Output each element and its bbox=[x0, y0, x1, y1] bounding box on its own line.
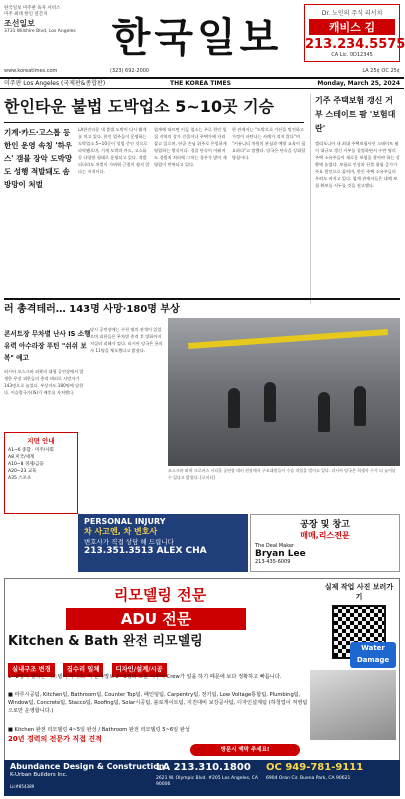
ad-headline: 리모델링 전문 bbox=[113, 586, 207, 604]
visit-badge: 방문시 액막 주세요! bbox=[190, 744, 300, 756]
side-body: 캘리포니아 내 최대 주택보험사인 스테이트 팜이 대규모 갱신 거부를 결정하면서 수만 명의 주택 소유주들이 새로운 보험을 찾아야 하는 상황에 놓였다. 보험료 인상과 산불 위험 증가가 주요 원인으로 꼽히며, 한인 주택 소유주들의 우려도 커지고 있다. 업계 관계자들은 대체 보험 확보를 서두를 것을 권고했다. bbox=[315, 141, 400, 188]
masthead-ad-tagline: Dr. 노인의 주식 리서치 bbox=[321, 10, 383, 17]
water-damage-badge: Water Damage bbox=[350, 642, 396, 668]
lead-headline[interactable]: 한인타운 불법 도박업소 5~10곳 기승 bbox=[4, 97, 275, 116]
news-photo[interactable] bbox=[168, 318, 400, 466]
masthead-left-info bbox=[4, 6, 96, 35]
personal-injury-ad[interactable] bbox=[78, 514, 248, 572]
oc-phone[interactable]: OC 949-781-9111 bbox=[266, 762, 364, 773]
section2-subheadline: 콘서트장 무차별 난사 IS 소행 유력 아수라장 푸틴 "쉬쉬 보복" 예고 bbox=[4, 330, 91, 362]
ad-line: ■ Kitchen 완전 리모델링 4~5일 완성 / Bathroom 완전 리모델링 5~6일 완성 bbox=[8, 727, 190, 733]
price-info: LA 25¢ OC 25¢ bbox=[362, 68, 400, 74]
ad-title: 공장 및 창고 bbox=[300, 520, 350, 530]
kitchen-photo bbox=[310, 670, 396, 740]
index-item[interactable]: A35 스포츠 bbox=[8, 476, 32, 481]
brand-label: THE KOREA TIMES bbox=[170, 80, 231, 87]
service-pill: 집수리 일체 bbox=[63, 663, 104, 677]
issue-date: Monday, March 25, 2024 bbox=[317, 80, 400, 87]
la-address: 2621 W. Olympic Blvd. #205 Los Angeles, CA 90006 bbox=[156, 776, 258, 787]
section2-column-1: 러시아 모스크바 외곽의 대형 공연장에서 발생한 무장 괴한들의 총격 테러로 사망자가 143명으로 늘었다. 부상자도 180명에 달한다. 이슬람국가(IS)가 배후를 자처했다. bbox=[4, 369, 84, 395]
person-figure bbox=[264, 382, 276, 422]
company-name-2: K-Urban Builders Inc. bbox=[10, 772, 68, 778]
masthead-line: 미주 최대 한인 일간지 bbox=[4, 12, 48, 17]
service-pill: 실내구조 변경 bbox=[8, 663, 55, 677]
index-item[interactable]: A10~8 경제/금융 bbox=[8, 462, 44, 467]
license-number: Lic#854389 bbox=[10, 784, 35, 789]
lead-column-1: LA한인타운 내 불법 도박이 다시 활개를 치고 있다. 한인 업주들이 운영하는 도박업소 5~10곳이 성업 중인 것으로 파악됐으며, 기계 도박과 카드, 고스톱 등 다양한 형태로 운영되고 있다. 적발되더라도 처벌이 가벼워 근절이 쉽지 않다는 지적이다. bbox=[78, 127, 150, 174]
photo-caption: 모스크바 외곽 크로커스 시티홀 공연장 테러 현장에서 구조대원들이 수습 작업을 벌이고 있다. 러시아 당국은 희생자 수가 더 늘어날 수 있다고 밝혔다. [로이터] bbox=[168, 468, 396, 480]
ad-phone: 213-435-6009 bbox=[255, 559, 291, 565]
service-pills bbox=[8, 656, 308, 673]
ad-desc: 변호사가 직접 상담 해 드립니다 bbox=[84, 538, 174, 546]
section2-column-2: 당시 공연장에는 수천 명의 관객이 있었으며 괴한들은 무차별 총격 후 방화까지 저질러 피해가 컸다. 러시아 당국은 용의자 11명을 체포했다고 밝혔다. bbox=[90, 327, 163, 353]
edition-bar bbox=[0, 77, 404, 89]
police-tape bbox=[188, 329, 388, 349]
masthead-ad[interactable] bbox=[304, 4, 405, 62]
index-box bbox=[4, 432, 78, 514]
masthead-line: 조선일보 bbox=[4, 19, 35, 28]
info-bar bbox=[0, 66, 404, 76]
ad-slogan: 차 사고엔, 차 변호사 bbox=[84, 527, 158, 536]
lead-column-3: 한 관계자는 "도박으로 가산을 탕진하고 가정이 파탄나는 사례가 적지 않다"며 "커뮤니티 차원의 관심과 예방 교육이 필요하다"고 말했다. 당국은 단속을 강화할 방침이다. bbox=[232, 127, 306, 160]
ad-line: ■ 마루시공팀, Kitchen팀, Bathroom팀, Counter Top팀, 페인팅팀, Carpentry팀, 전기팀, Low Voltage통합팀, Plumbing팀, Window팀, Concrete팀, Stacco팀, Roofing팀, Solar시공팀, 블로게이트팀, 지진대비 보강공사팀, 디자인설계팀 (하청업이 직영팀으로만 운영합니다.) bbox=[8, 692, 308, 714]
side-story[interactable] bbox=[310, 94, 400, 304]
person-figure bbox=[228, 388, 240, 428]
ad-service-title: Kitchen & Bath 완전 리모델링 bbox=[8, 634, 203, 649]
ad-line: 20년 경력의 전문가 직접 견적 bbox=[8, 735, 102, 743]
masthead-line: 3731 Wilshire Blvd, Los Angeles bbox=[4, 29, 76, 34]
ad-label: The Deal Maker bbox=[255, 543, 295, 549]
newspaper-logo: 한국일보 bbox=[111, 14, 283, 61]
company-name: Abundance Design & Construction bbox=[10, 762, 165, 771]
person-figure bbox=[354, 386, 366, 426]
ad-headline-banner: ADU 전문 bbox=[66, 608, 246, 630]
qr-title: 실제 작업 사진 보러가기 bbox=[324, 583, 394, 601]
ad-phone: 213.351.3513 ALEX CHA bbox=[84, 546, 207, 556]
lead-subheadline: 기계·카드·고스톱 등 한인 운영 속칭 '하우스' 갬블 장악 도박망도 성행 적발돼도 솜방망이 처벌 bbox=[4, 128, 73, 189]
oc-address: 6904 Oran Cir. Buena Park, CA 90621 bbox=[266, 776, 351, 781]
ad-subtitle: 매매,리스전문 bbox=[300, 531, 350, 540]
masthead-ad-name: 캐비스 김 bbox=[309, 19, 395, 35]
masthead-ad-license: CA Lic. 0D12345 bbox=[331, 52, 373, 58]
ad-line: 1~2명이 일하는 시스템이 아니고, 각 분야별로 2~3명의 조를 이루어 Crew가 일을 하기 때문에 보다 정확하고 빠릅니다. bbox=[8, 674, 282, 680]
ad-title: PERSONAL INJURY bbox=[84, 517, 166, 526]
index-title: 지면 안내 bbox=[27, 437, 55, 445]
masthead-ad-phone: 213.234.5575 bbox=[305, 37, 405, 52]
masthead-line: 한국일보 미주판 독자 서비스 bbox=[4, 6, 61, 11]
lead-column-2: 업계에 따르면 이들 업소는 주로 한인 밀집 지역의 상가 건물이나 주택가에 자리잡고 있으며, 단골 손님 위주로 은밀하게 영업하는 방식이다. 경찰 단속이 이뤄져도 경범죄 처리에 그치는 경우가 많아 재영업이 반복되고 있다. bbox=[154, 127, 227, 167]
real-estate-ad[interactable] bbox=[250, 514, 400, 572]
site-url[interactable]: www.koreatimes.com bbox=[4, 68, 58, 74]
side-headline: 기주 주택보험 갱신 거부 스테이트 팜 '보험대란' bbox=[315, 96, 396, 133]
service-pill: 디자인/설계/시공 bbox=[112, 663, 167, 677]
divider bbox=[4, 122, 304, 123]
la-phone[interactable]: LA 213.310.1800 bbox=[156, 762, 251, 773]
section2-headline[interactable]: 러 총격테러… 143명 사망·180명 부상 bbox=[4, 304, 180, 315]
contact-phone: (323) 692-2000 bbox=[110, 68, 150, 74]
index-item[interactable]: A8 미국/세계 bbox=[8, 455, 35, 460]
person-figure bbox=[318, 392, 330, 432]
agent-name: Bryan Lee bbox=[255, 549, 306, 559]
index-item[interactable]: A1~6 종합 · 미주/사회 bbox=[8, 448, 54, 453]
index-item[interactable]: A20~23 교육 bbox=[8, 469, 37, 474]
edition-label: 미주판 Los Angeles (국제판&종합판) bbox=[4, 80, 106, 87]
